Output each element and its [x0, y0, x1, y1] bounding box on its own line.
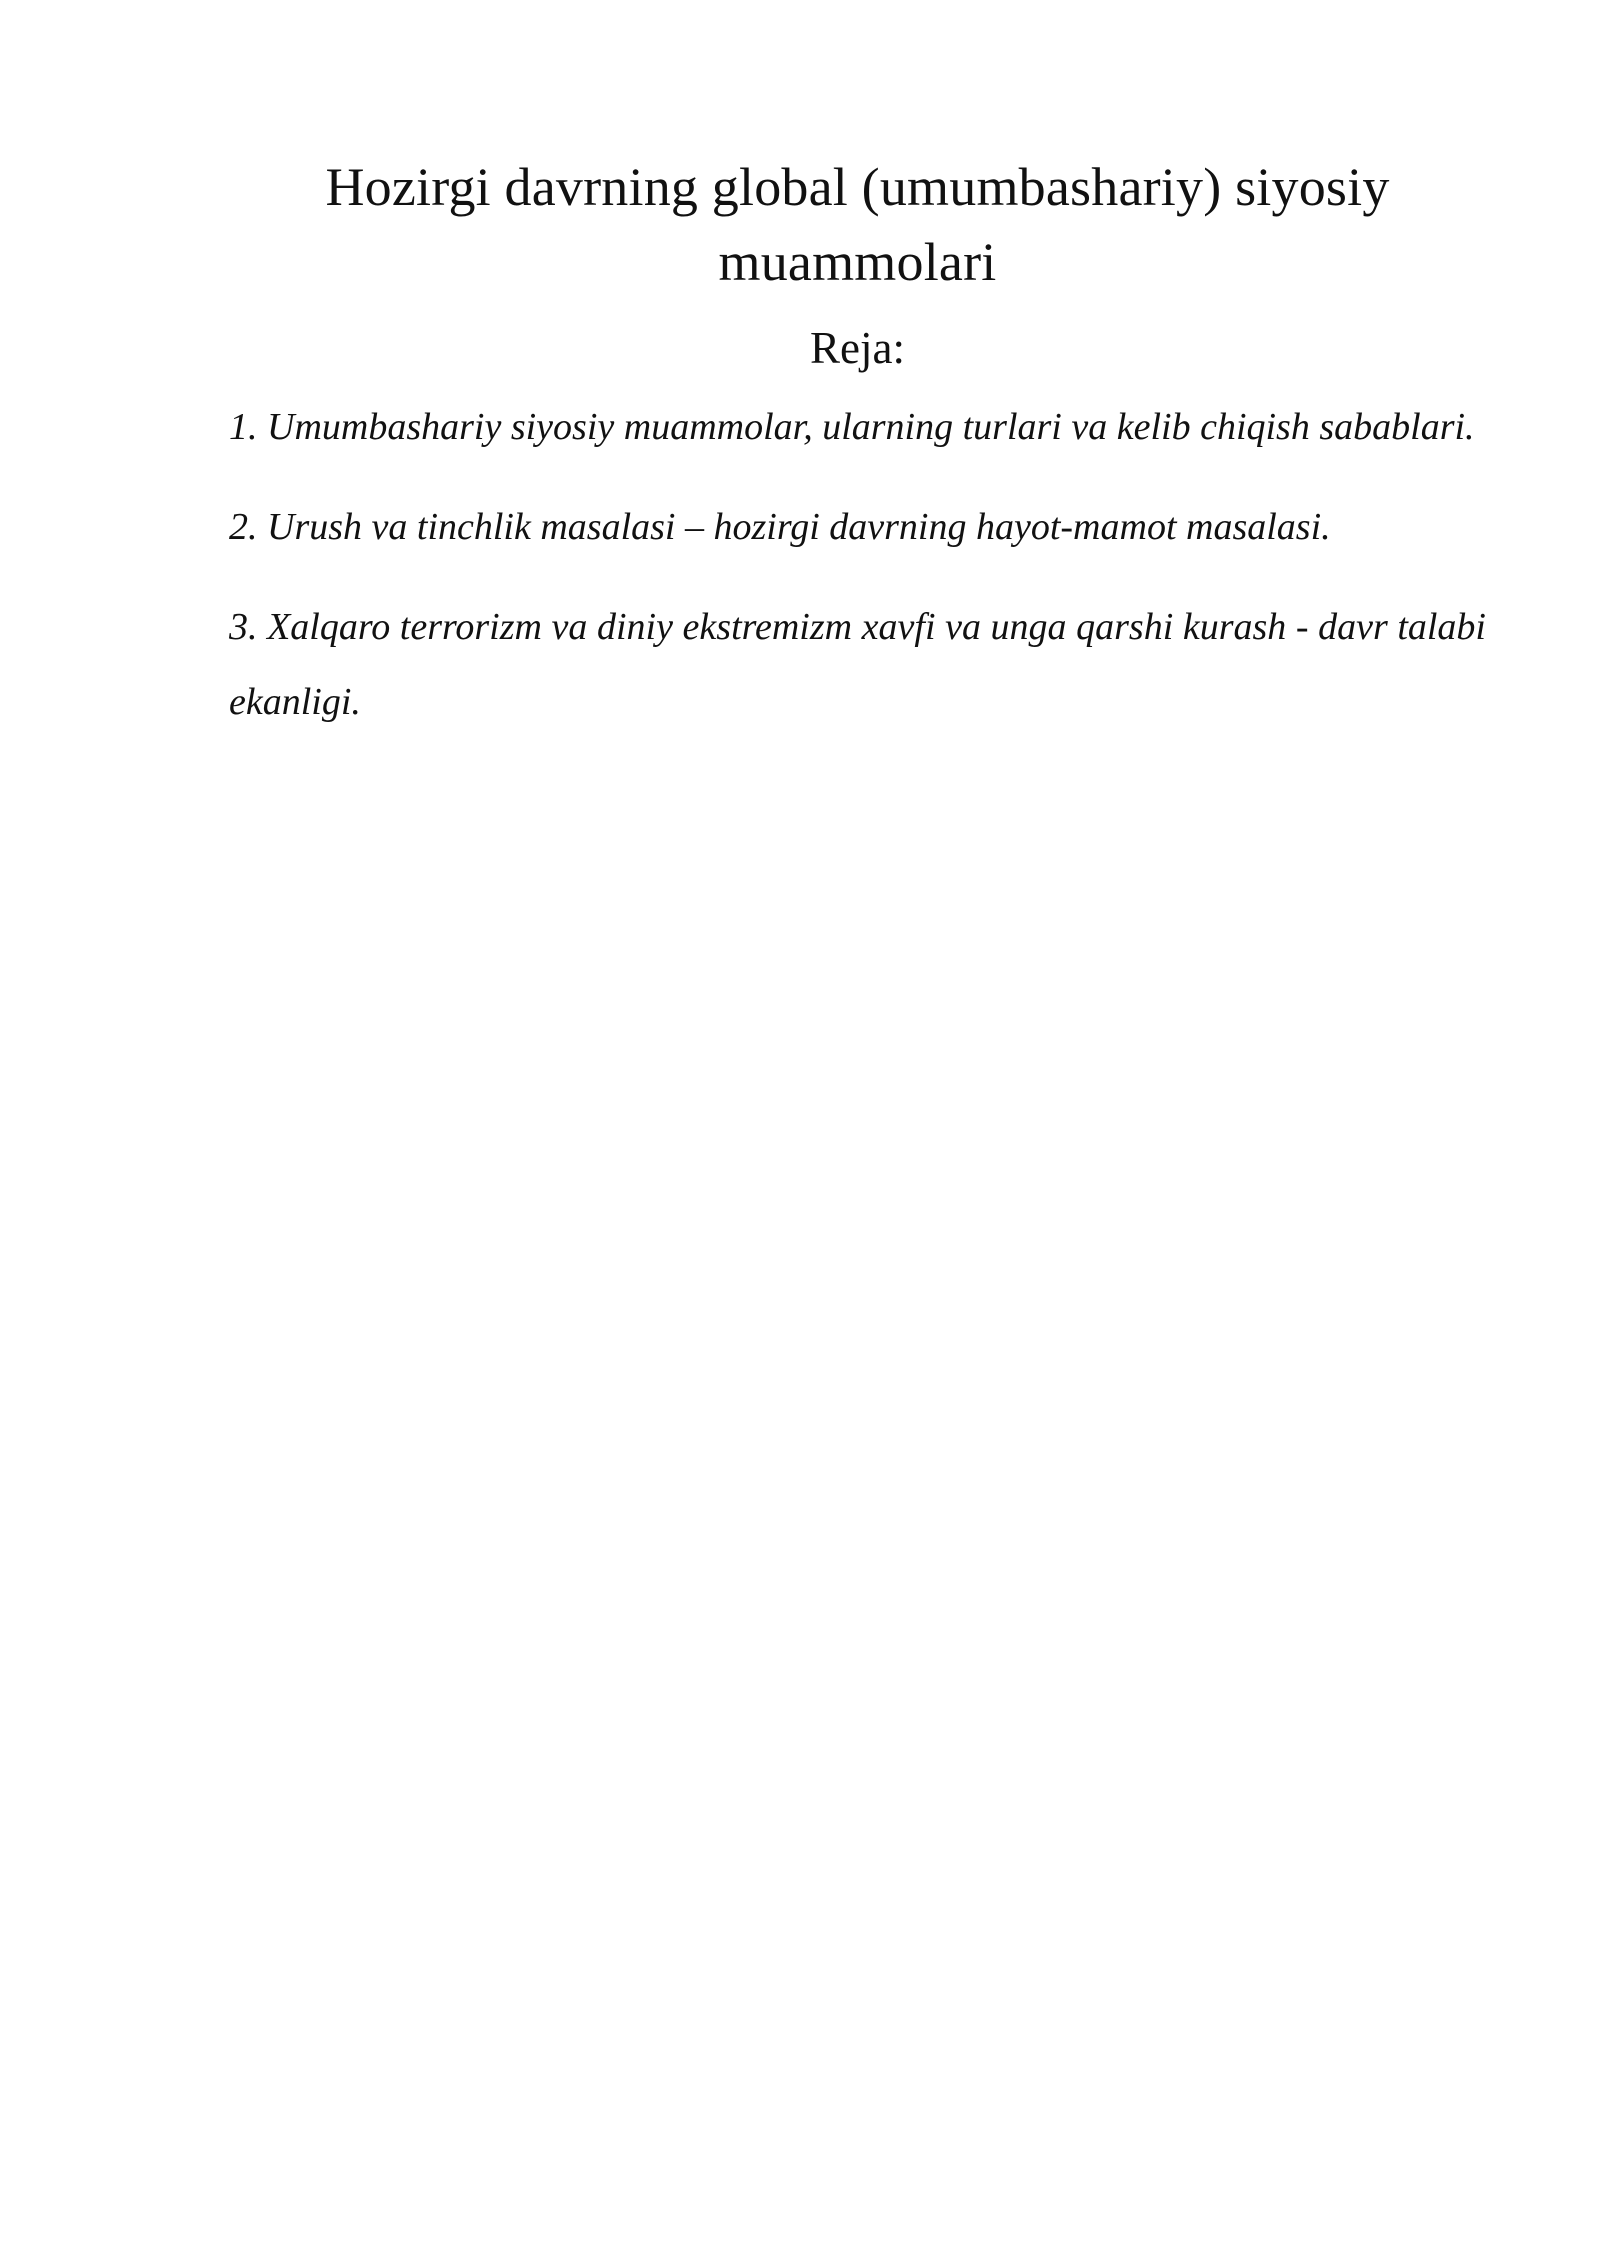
plan-item-3: 3. Xalqaro terrorizm va diniy ekstremizm xavfi va unga qarshi kurash - davr talabi ekanligi.	[229, 606, 1486, 723]
title-line-1: Hozirgi davrning global (umumbashariy) siyosiy	[325, 157, 1390, 217]
title-line-2: muammolari	[718, 232, 997, 292]
plan-list	[229, 390, 1486, 740]
document-content	[229, 150, 1486, 765]
plan-heading: Reja:	[810, 323, 905, 373]
plan-item-2: 2. Urush va tinchlik masalasi – hozirgi davrning hayot-mamot masalasi.	[229, 506, 1331, 548]
document-title	[229, 150, 1486, 300]
plan-item-1: 1. Umumbashariy siyosiy muammolar, ularning turlari va kelib chiqish sabablari.	[229, 406, 1475, 448]
